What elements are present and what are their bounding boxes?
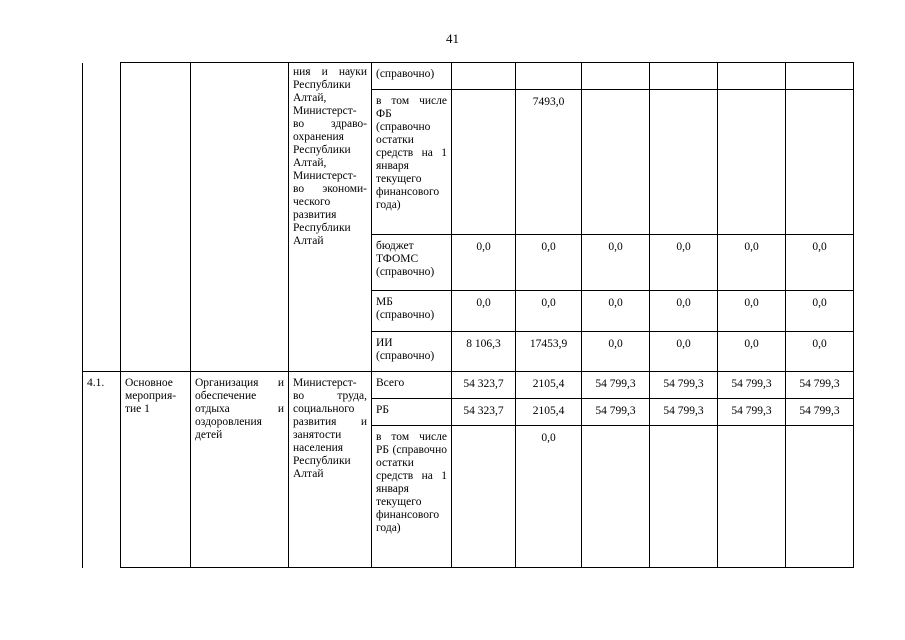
value-cell [582,426,650,568]
page-number: 41 [446,31,459,46]
source-cell: РБ [372,399,452,426]
value-cell: 0,0 [650,291,718,332]
value-cell [650,426,718,568]
value-cell: 0,0 [650,332,718,372]
value-cell [582,63,650,90]
value-cell: 54 799,3 [786,372,854,399]
value-cell: 0,0 [786,332,854,372]
value-cell: 2105,4 [516,399,582,426]
budget-table [82,62,854,568]
value-cell [718,63,786,90]
table-row [83,63,854,90]
name-cell: Организация и обеспечение отдыха и оздоровления детей [191,372,289,568]
value-cell: 0,0 [582,291,650,332]
value-cell [786,63,854,90]
value-cell: 0,0 [582,235,650,291]
value-cell [650,63,718,90]
value-cell: 0,0 [516,291,582,332]
value-cell: 54 323,7 [452,399,516,426]
value-cell: 17453,9 [516,332,582,372]
value-cell: 7493,0 [516,90,582,235]
number-cell [83,63,121,372]
value-cell: 54 799,3 [650,399,718,426]
value-cell [452,426,516,568]
number-cell: 4.1. [83,372,121,568]
value-cell: 54 323,7 [452,372,516,399]
value-cell: 0,0 [718,291,786,332]
source-cell: Всего [372,372,452,399]
source-cell: ИИ (справочно) [372,332,452,372]
value-cell [582,90,650,235]
value-cell: 0,0 [582,332,650,372]
value-cell: 0,0 [516,235,582,291]
value-cell: 54 799,3 [650,372,718,399]
value-cell [718,90,786,235]
source-cell: в том числе РБ (справочно остатки средств на 1 января текущего финансового года) [372,426,452,568]
value-cell: 0,0 [786,235,854,291]
name-cell [191,63,289,372]
value-cell [786,90,854,235]
status-cell: Основное мероприя-тие 1 [121,372,191,568]
value-cell: 0,0 [718,332,786,372]
source-cell: МБ (справочно) [372,291,452,332]
value-cell: 8 106,3 [452,332,516,372]
value-cell [786,426,854,568]
value-cell: 0,0 [718,235,786,291]
value-cell: 54 799,3 [718,399,786,426]
value-cell: 0,0 [786,291,854,332]
value-cell [452,63,516,90]
value-cell: 0,0 [650,235,718,291]
value-cell [516,63,582,90]
value-cell: 0,0 [452,235,516,291]
source-cell: бюджет ТФОМС (справочно) [372,235,452,291]
value-cell [452,90,516,235]
source-cell: (справочно) [372,63,452,90]
value-cell [718,426,786,568]
value-cell: 54 799,3 [582,399,650,426]
value-cell: 0,0 [516,426,582,568]
source-cell: в том числе ФБ (справочно остатки средств на 1 января текущего финансового года) [372,90,452,235]
executor-cell: ния и науки Республики Алтай, Министерст-во здраво-охранения Республики Алтай, Министерст-во экономи-ческого развития Республики Алтай [289,63,372,372]
value-cell: 54 799,3 [786,399,854,426]
value-cell [650,90,718,235]
value-cell: 0,0 [452,291,516,332]
value-cell: 54 799,3 [718,372,786,399]
executor-cell: Министерст-во труда, социального развития и занятости населения Республики Алтай [289,372,372,568]
table-row [83,372,854,399]
value-cell: 2105,4 [516,372,582,399]
value-cell: 54 799,3 [582,372,650,399]
status-cell [121,63,191,372]
